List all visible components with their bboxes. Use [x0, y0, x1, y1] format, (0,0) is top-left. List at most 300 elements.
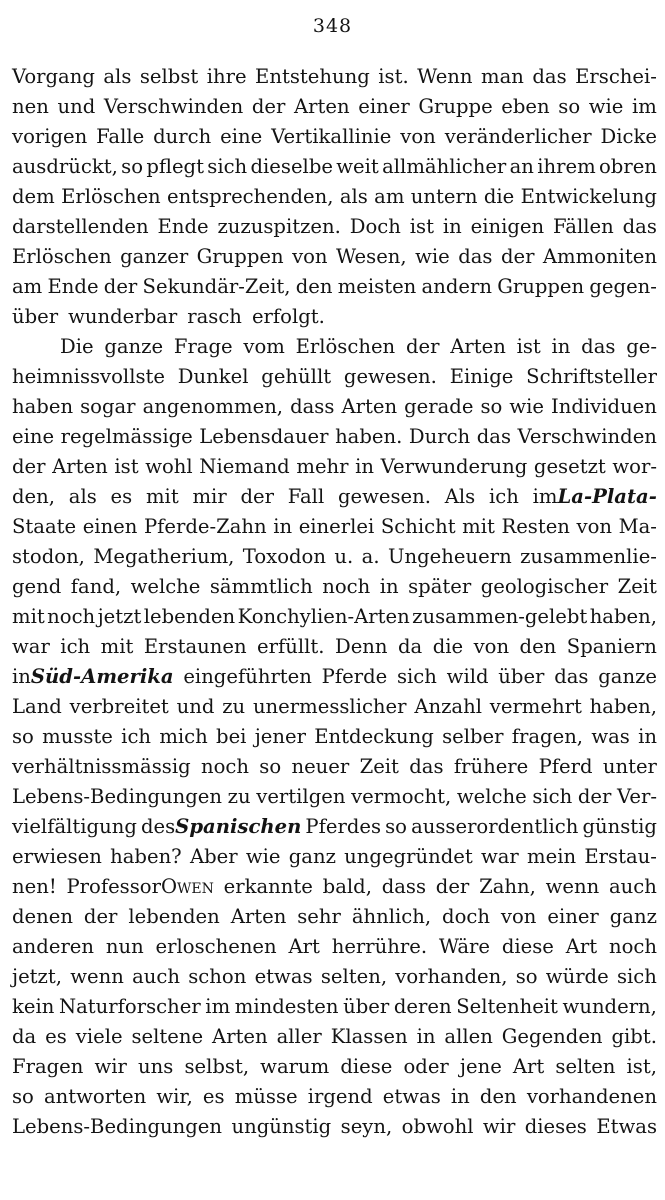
word: Sekundär-Zeit,: [142, 275, 291, 298]
word: Entwickelung: [520, 185, 657, 208]
word: über: [343, 995, 390, 1018]
word: mindesten: [234, 995, 339, 1018]
word: anderen: [12, 935, 95, 958]
word: obren: [598, 155, 657, 178]
word: etwas: [254, 965, 313, 988]
text-line: [12, 752, 657, 782]
word: sich: [207, 155, 248, 178]
word: ganzer: [120, 245, 189, 268]
word: später: [408, 575, 472, 598]
word: fragen,: [511, 725, 584, 748]
word: Lebens-Bedingungen: [12, 1115, 223, 1138]
word: jetzt: [97, 605, 142, 628]
word: den: [519, 635, 557, 658]
word: welche: [456, 785, 527, 808]
word: noch: [608, 935, 657, 958]
word: Fall: [287, 485, 325, 508]
word: das: [554, 665, 589, 688]
word: der: [577, 785, 612, 808]
word: wie: [415, 245, 450, 268]
word: ich: [121, 725, 152, 748]
text-line: [12, 92, 657, 122]
word: Spaniern: [566, 635, 657, 658]
text-line: [12, 212, 657, 242]
word: Etwas: [596, 1115, 657, 1138]
text-line: [12, 482, 657, 512]
text-line: [12, 62, 657, 92]
word: Art: [512, 1055, 545, 1078]
word: gibt.: [611, 1025, 657, 1048]
word: eben: [501, 95, 550, 118]
word: am: [374, 185, 405, 208]
word: der: [240, 485, 274, 508]
word: Erschei-: [575, 65, 657, 88]
word: gerade: [404, 395, 474, 418]
word: vielfältigung: [12, 815, 137, 838]
word: uns: [138, 1055, 174, 1078]
word: ihre: [206, 65, 247, 88]
word: jener: [254, 725, 306, 748]
word: einen: [82, 515, 138, 538]
word: frühere: [453, 755, 529, 778]
text-line: [12, 122, 657, 152]
word: ist.: [378, 65, 409, 88]
text-line: [12, 422, 657, 452]
word: herrühre.: [331, 935, 428, 958]
text-line: [12, 302, 657, 332]
word: vorhanden,: [395, 965, 508, 988]
word: selbst,: [184, 1055, 250, 1078]
word: wie: [245, 845, 281, 868]
word: aller: [276, 1025, 322, 1048]
word: diese: [340, 1055, 393, 1078]
word: mit: [100, 635, 134, 658]
word: noch: [322, 575, 371, 598]
word: Ende: [47, 275, 99, 298]
word: veränderlicher: [444, 125, 592, 148]
word: viele: [75, 1025, 123, 1048]
word: Toxodon: [242, 545, 326, 568]
word: Arten: [230, 905, 287, 928]
word: obwohl: [401, 1115, 474, 1138]
word: Gruppen: [497, 275, 585, 298]
word: haben.: [335, 425, 403, 448]
word: Fragen: [12, 1055, 84, 1078]
word: zu: [222, 695, 246, 718]
word: musste: [42, 725, 113, 748]
word: verbreitet: [69, 695, 169, 718]
word: dass: [381, 875, 427, 898]
word: durch: [153, 125, 212, 148]
word: welche: [130, 575, 201, 598]
word: ist: [409, 215, 434, 238]
word: Entdeckung: [314, 725, 434, 748]
text-line: [12, 1052, 657, 1082]
word: mit: [145, 485, 179, 508]
word: wohl: [145, 455, 193, 478]
word: Zahn,: [479, 875, 536, 898]
word: Dunkel: [177, 365, 249, 388]
word: vorigen: [12, 125, 88, 148]
word: ähnlich,: [351, 905, 432, 928]
word: noch: [47, 605, 96, 628]
word: die: [483, 185, 515, 208]
word: jene: [459, 1055, 502, 1078]
word: sogar: [80, 395, 136, 418]
word: mit: [12, 605, 45, 628]
word: eingeführten: [183, 665, 312, 688]
word: ist: [516, 335, 541, 358]
word: Art: [565, 935, 598, 958]
word: darstellenden: [12, 215, 149, 238]
word: das: [476, 425, 511, 448]
word: rasch: [187, 305, 242, 328]
word: das: [622, 215, 657, 238]
word: von: [473, 635, 510, 658]
word: allen: [444, 1025, 493, 1048]
word: seltene: [131, 1025, 204, 1048]
text-line: [12, 812, 657, 842]
word: Zeit: [359, 755, 399, 778]
word: unter: [602, 755, 657, 778]
word: müsse: [234, 1085, 298, 1108]
word: es: [45, 1025, 67, 1048]
word: erloschenen: [155, 935, 277, 958]
word: ungegründet: [344, 845, 473, 868]
word: geologischer: [480, 575, 609, 598]
word: dieses: [524, 1115, 587, 1138]
text-line: [12, 932, 657, 962]
word: Ende: [157, 215, 209, 238]
word: so: [12, 725, 34, 748]
text-line: [12, 452, 657, 482]
word: den,: [12, 485, 55, 508]
word: sämmtlich: [209, 575, 313, 598]
word: da: [398, 635, 423, 658]
word: im: [205, 995, 231, 1018]
word: selten,: [320, 965, 388, 988]
word: antworten: [43, 1085, 147, 1108]
word: noch: [200, 755, 249, 778]
word: auch: [132, 965, 180, 988]
word: schon: [188, 965, 247, 988]
word: gegen-: [589, 275, 657, 298]
word: würde: [545, 965, 609, 988]
text-line: [12, 362, 657, 392]
text-line: [12, 692, 657, 722]
word: Land: [12, 695, 62, 718]
word: die: [432, 635, 464, 658]
word: verhältnissmässig: [12, 755, 191, 778]
word: der: [405, 335, 440, 358]
word: Dicke: [600, 125, 657, 148]
word: im: [632, 95, 657, 118]
word: Falle: [96, 125, 145, 148]
word: wunderbar: [68, 305, 178, 328]
word: Schicht: [380, 515, 456, 538]
word: warum: [260, 1055, 330, 1078]
text-line: [12, 332, 657, 362]
word: gend: [12, 575, 62, 598]
word: desSpanischen: [140, 815, 302, 838]
word: ganz: [288, 845, 336, 868]
word: in: [442, 215, 462, 238]
word: Erstaunen: [143, 635, 247, 658]
word: in: [416, 1025, 436, 1048]
word: Konchylien-Arten: [237, 605, 410, 628]
word: Vertikallinie: [271, 125, 392, 148]
word: Schriftsteller: [526, 365, 657, 388]
word: ProfessorOwen: [66, 875, 214, 898]
word: zu: [227, 785, 251, 808]
word: der: [435, 875, 470, 898]
word: es: [110, 485, 133, 508]
word: ungünstig: [231, 1115, 332, 1138]
word: von: [500, 905, 537, 928]
word: Arten: [294, 95, 350, 118]
word: mich: [159, 725, 208, 748]
word: neuer: [291, 755, 350, 778]
word: Fällen: [553, 215, 614, 238]
word: so: [385, 815, 407, 838]
word: von: [292, 245, 328, 268]
word: nen: [12, 95, 49, 118]
text-line: [12, 722, 657, 752]
word: als: [339, 185, 368, 208]
word: haben,: [589, 605, 657, 628]
word: so: [480, 395, 503, 418]
word: ist: [114, 455, 139, 478]
word: so: [515, 965, 538, 988]
word: den: [295, 275, 333, 298]
word: der: [12, 455, 46, 478]
word: in: [379, 575, 399, 598]
word: zuzuspitzen.: [217, 215, 341, 238]
text-line: [12, 542, 657, 572]
word: untern: [410, 185, 478, 208]
word: jetzt,: [12, 965, 62, 988]
word: andern: [421, 275, 492, 298]
word: Verschwinden: [103, 95, 244, 118]
word: eine: [220, 125, 263, 148]
word: in: [450, 1085, 470, 1108]
text-line: [12, 842, 657, 872]
word: Aber: [189, 845, 238, 868]
word: wild: [446, 665, 489, 688]
word: stodon,: [12, 545, 85, 568]
word: regelmässige: [60, 425, 193, 448]
word: da: [12, 1025, 37, 1048]
word: Verwunderung: [380, 455, 528, 478]
word: eine: [12, 425, 55, 448]
text-line: [12, 962, 657, 992]
word: sich: [616, 965, 657, 988]
word: wie: [588, 95, 624, 118]
word: meisten: [337, 275, 417, 298]
word: vom: [243, 335, 285, 358]
word: Die: [60, 335, 94, 358]
word: Resten: [501, 515, 570, 538]
word: gewesen.: [337, 485, 431, 508]
word: zusammen-gelebt: [412, 605, 588, 628]
word: haben?: [110, 845, 182, 868]
word: inSüd-Amerika: [12, 665, 174, 688]
word: Lebens-Bedingungen: [12, 785, 223, 808]
word: Niemand: [199, 455, 290, 478]
word: vermehrt: [489, 695, 582, 718]
word: von: [576, 515, 612, 538]
word: selber: [442, 725, 504, 748]
word: nen!: [12, 875, 57, 898]
word: Pferdes: [305, 815, 382, 838]
word: Naturforscher: [58, 995, 201, 1018]
word: gesetzt: [533, 455, 606, 478]
word: wir: [94, 1055, 127, 1078]
word: Wenn: [417, 65, 473, 88]
page-number: 348: [312, 15, 353, 37]
word: doch: [442, 905, 490, 928]
word: einerlei: [298, 515, 375, 538]
word: wenn: [545, 875, 600, 898]
word: Durch: [408, 425, 471, 448]
word: Doch: [349, 215, 401, 238]
word: erwiesen: [12, 845, 102, 868]
word: Individuen: [551, 395, 657, 418]
word: ich: [60, 635, 91, 658]
word: Anzahl: [414, 695, 482, 718]
word: über: [498, 665, 545, 688]
word: ganze: [104, 335, 164, 358]
word: Als: [444, 485, 476, 508]
word: ganz: [609, 905, 657, 928]
word: der: [251, 95, 286, 118]
word: ganze: [598, 665, 657, 688]
word: wundern,: [562, 995, 657, 1018]
word: diese: [501, 935, 554, 958]
text-line: [12, 602, 657, 632]
word: Erstau-: [584, 845, 657, 868]
word: Megatherium,: [93, 545, 235, 568]
word: mir: [192, 485, 227, 508]
word: in: [551, 335, 571, 358]
word: ihrem: [537, 155, 596, 178]
word: günstig: [582, 815, 657, 838]
word: Vorgang: [12, 65, 95, 88]
word: Lebensdauer: [199, 425, 329, 448]
word: nun: [105, 935, 144, 958]
text-line: [12, 992, 657, 1022]
word: erkannte: [223, 875, 313, 898]
word: so: [259, 755, 282, 778]
word: den: [479, 1085, 517, 1108]
word: Art: [288, 935, 320, 958]
word: so: [121, 155, 144, 178]
word: Ver-: [617, 785, 657, 808]
word: Einige: [449, 365, 514, 388]
word: vermocht,: [351, 785, 452, 808]
word: der: [500, 245, 535, 268]
word: es: [202, 1085, 225, 1108]
word: pflegt: [146, 155, 204, 178]
word: wie: [509, 395, 544, 418]
text-line: [12, 152, 657, 182]
word: das: [458, 245, 493, 268]
word: haben: [12, 395, 74, 418]
word: war: [480, 845, 519, 868]
word: man: [481, 65, 524, 88]
word: weit: [336, 155, 379, 178]
body-text: [12, 62, 657, 1142]
word: dass: [290, 395, 335, 418]
word: Pferd: [538, 755, 593, 778]
word: mit: [462, 515, 495, 538]
word: Arten: [52, 455, 108, 478]
word: Denn: [334, 635, 388, 658]
word: auch: [608, 875, 657, 898]
word: entsprechenden,: [167, 185, 334, 208]
word: a.: [361, 545, 380, 568]
text-line: [12, 272, 657, 302]
word: wir,: [156, 1085, 193, 1108]
word: deren: [393, 995, 452, 1018]
word: so: [12, 1085, 34, 1108]
word: in: [355, 455, 375, 478]
word: bald,: [322, 875, 372, 898]
text-line: [12, 572, 657, 602]
word: was: [591, 725, 630, 748]
word: Klassen: [330, 1025, 408, 1048]
text-line: [12, 662, 657, 692]
word: am: [12, 275, 43, 298]
word: ausdrückt,: [12, 155, 118, 178]
word: ich: [489, 485, 519, 508]
word: lebenden: [128, 905, 220, 928]
word: gewesen.: [343, 365, 437, 388]
word: Pferde: [321, 665, 388, 688]
word: erfüllt.: [257, 635, 325, 658]
word: und: [176, 695, 215, 718]
word: heimnissvollste: [12, 365, 165, 388]
word: zusammenlie-: [520, 545, 657, 568]
word: Erlöschen: [61, 185, 161, 208]
word: das: [409, 755, 444, 778]
word: das: [581, 335, 616, 358]
word: Gruppen: [196, 245, 284, 268]
word: dieselbe: [250, 155, 333, 178]
word: fand,: [70, 575, 122, 598]
word: Ungeheuern: [388, 545, 512, 568]
word: Frage: [173, 335, 233, 358]
word: sich: [396, 665, 437, 688]
word: Seltenheit: [456, 995, 558, 1018]
word: kein: [12, 995, 55, 1018]
word: erfolgt.: [251, 305, 325, 328]
text-line: [12, 1112, 657, 1142]
word: und: [57, 95, 96, 118]
word: Arten: [212, 1025, 268, 1048]
word: Erlöschen: [295, 335, 396, 358]
word: wor-: [612, 455, 657, 478]
word: Arten: [450, 335, 506, 358]
word: der: [103, 275, 138, 298]
word: so: [558, 95, 581, 118]
word: irgend: [307, 1085, 373, 1108]
word: haben,: [589, 695, 657, 718]
text-line: [12, 392, 657, 422]
word: Entstehung: [255, 65, 370, 88]
word: Ammoniten: [542, 245, 657, 268]
word: Wesen,: [336, 245, 407, 268]
